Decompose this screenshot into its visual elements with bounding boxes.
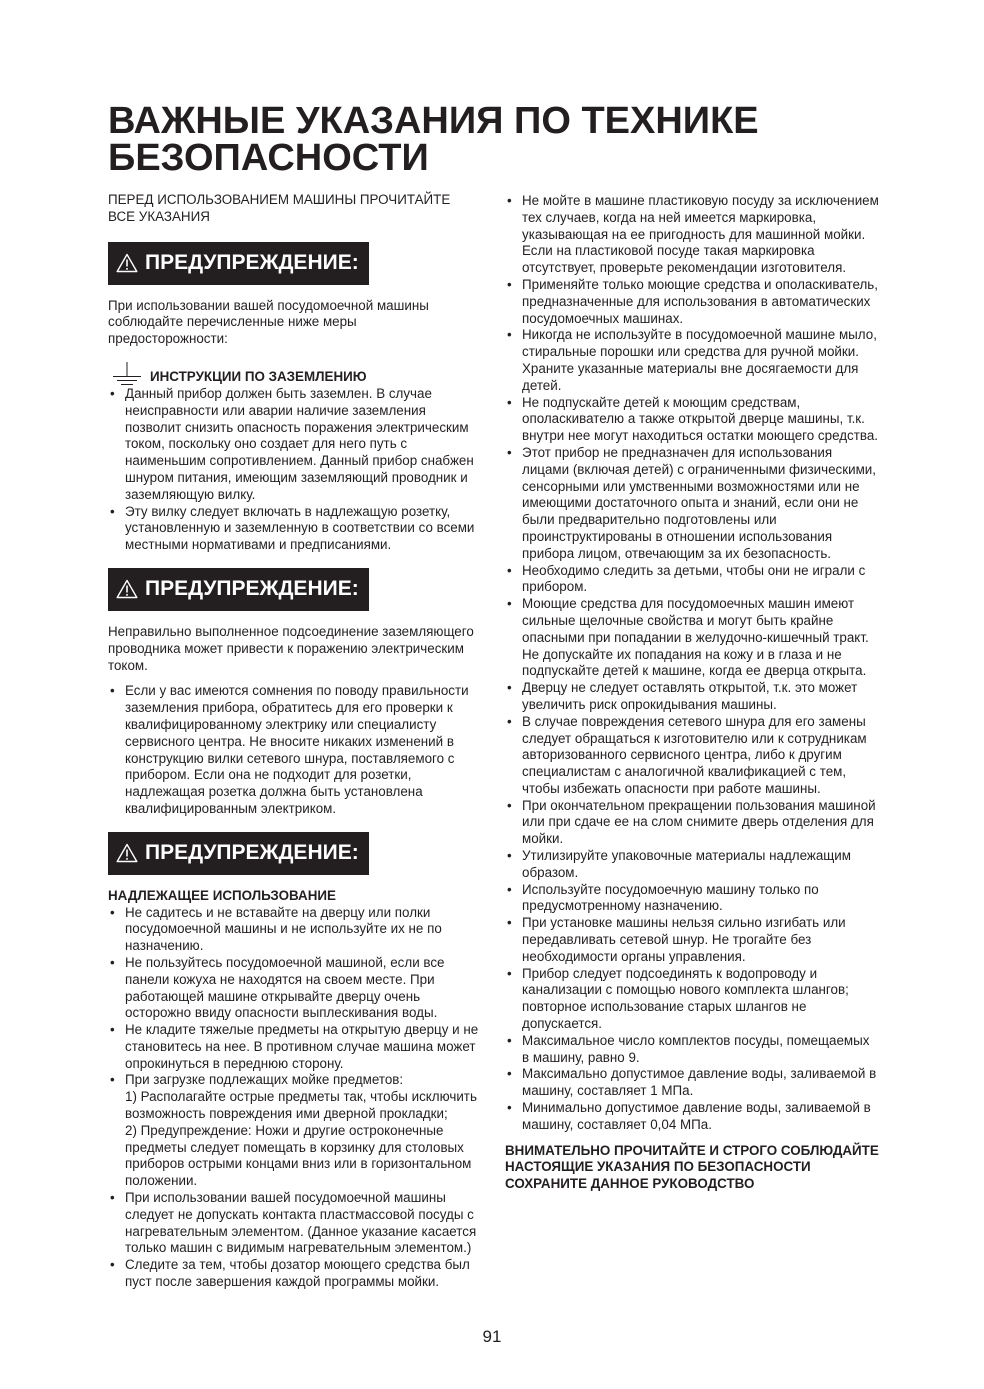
list-item: • Моющие средства для посудомоечных машин имеют сильные щелочные свойства и могут быть крайне опасными при попадании в желудочно-кишечный тракт. Не допускайте их попадания на кожу и в глаза и не подпускайте детей к машине, когда ее дверца открыта. — [505, 596, 880, 680]
list-item: • Если у вас имеются сомнения по поводу правильности заземления прибора, обратитесь для его проверки к квалифицированному электрику или специалисту сервисного центра. Не вносите никаких изменений в конструкцию вилки сетевого шнура, поставляемого с прибором. Если она не подходит для розетки, надлежащая розетка должна быть установлена квалифицированным электриком. — [108, 683, 480, 817]
safety-list — [505, 193, 880, 1134]
warning-label: ПРЕДУПРЕЖДЕНИЕ: — [145, 577, 359, 601]
ground-symbol-icon — [112, 362, 142, 386]
list-item: • Необходимо следить за детьми, чтобы они не играли с прибором. — [505, 563, 880, 597]
page-number: 91 — [482, 1327, 502, 1346]
list-item: • Не мойте в машине пластиковую посуду за исключением тех случаев, когда на ней имеется маркировка, указывающая на ее пригодность для машинной мойки. Если на пластиковой посуде такая маркировка отсутствует, проверьте рекомендации изготовителя. — [505, 193, 880, 277]
loading-sub-item-1: 1) Располагайте острые предметы так, чтобы исключить возможность повреждения ими дверной прокладки; — [125, 1089, 477, 1122]
list-item: • Никогда не используйте в посудомоечной машине мыло, стиральные порошки или средства для ручной мойки. Храните указанные материалы вне досягаемости для детей. — [505, 327, 880, 394]
warning-badge-2 — [108, 568, 369, 611]
list-item: • Максимально допустимое давление воды, заливаемой в машину, составляет 1 МПа. — [505, 1066, 880, 1100]
warning-badge-3 — [108, 832, 369, 875]
proper-use-heading: НАДЛЕЖАЩЕЕ ИСПОЛЬЗОВАНИЕ — [108, 887, 336, 903]
warning-label: ПРЕДУПРЕЖДЕНИЕ: — [145, 250, 359, 274]
warning-triangle-icon — [116, 253, 138, 273]
list-item: • Минимально допустимое давление воды, заливаемой в машину, составляет 0,04 МПа. — [505, 1100, 880, 1134]
list-item: • Применяйте только моющие средства и ополаскиватель, предназначенные для использования в автоматических посудомоечных машинах. — [505, 277, 880, 327]
grounding-heading — [108, 362, 480, 386]
proper-use-list — [108, 905, 480, 1291]
loading-item-text: При загрузке подлежащих мойке предметов: — [125, 1072, 404, 1088]
final-notice: ВНИМАТЕЛЬНО ПРОЧИТАЙТЕ И СТРОГО СОБЛЮДАЙТЕ НАСТОЯЩИЕ УКАЗАНИЯ ПО БЕЗОПАСНОСТИ СОХРАНИТЕ ДАННОЕ РУКОВОДСТВО — [505, 1142, 879, 1192]
grounding-list — [108, 386, 480, 554]
list-item: • Дверцу не следует оставлять открытой, т.к. это может увеличить риск опрокидывания машины. — [505, 680, 880, 714]
left-column — [108, 192, 480, 1291]
grounding-heading-text: ИНСТРУКЦИИ ПО ЗАЗЕМЛЕНИЮ — [150, 369, 367, 385]
right-column — [505, 193, 880, 1193]
list-item: • Эту вилку следует включать в надлежащую розетку, установленную и заземленную в соответствии со всеми местными нормативами и предписаниями. — [108, 504, 480, 554]
list-item: • При окончательном прекращении пользования машиной или при сдаче ее на слом снимите дверь отделения для мойки. — [505, 798, 880, 848]
warning2-text: Неправильно выполненное подсоединение заземляющего проводника может привести к поражению электрическим током. — [108, 623, 474, 673]
list-item: • Максимальное число комплектов посуды, помещаемых в машину, равно 9. — [505, 1033, 880, 1067]
list-item — [108, 1072, 480, 1190]
loading-sub-item-2: 2) Предупреждение: Ножи и другие остроконечные предметы следует помещать в корзинку для столовых приборов острыми концами вниз или в горизонтальном положении. — [125, 1122, 472, 1189]
list-item: • При установке машины нельзя сильно изгибать или передавливать сетевой шнур. Не трогайте без необходимости органы управления. — [505, 915, 880, 965]
warning1-text: При использовании вашей посудомоечной машины соблюдайте перечисленные ниже меры предосторожности: — [108, 297, 429, 347]
list-item: • Используйте посудомоечную машину только по предусмотренному назначению. — [505, 882, 880, 916]
list-item: • В случае повреждения сетевого шнура для его замены следует обращаться к изготовителю или к сотрудникам авторизованного сервисного центра, либо к другим специалистам с аналогичной квалификацией с тем, чтобы избежать опасности при работе машины. — [505, 714, 880, 798]
list-item: • Следите за тем, чтобы дозатор моющего средства был пуст после завершения каждой программы мойки. — [108, 1257, 480, 1291]
list-item: • Не подпускайте детей к моющим средствам, ополаскивателю а также открытой дверце машины, т.к. внутри нее могут находиться остатки моющего средства. — [505, 395, 880, 445]
list-item: • Этот прибор не предназначен для использования лицами (включая детей) с ограниченными физическими, сенсорными или умственными возможностями или не имеющими достаточного опыта и знаний, если они не были предварительно подготовлены или проинструктированы в отношении использования прибора лицом, отвечающим за их безопасность. — [505, 445, 880, 563]
list-item: • Не пользуйтесь посудомоечной машиной, если все панели кожуха не находятся на своем месте. При работающей машине открывайте дверцу очень осторожно ввиду опасности выплескивания воды. — [108, 955, 480, 1022]
list-item: • Утилизируйте упаковочные материалы надлежащим образом. — [505, 848, 880, 882]
list-item: • Не кладите тяжелые предметы на открытую дверцу и не становитесь на нее. В противном случае машина может опрокинуться в переднюю сторону. — [108, 1022, 480, 1072]
intro-text: ПЕРЕД ИСПОЛЬЗОВАНИЕМ МАШИНЫ ПРОЧИТАЙТЕ ВСЕ УКАЗАНИЯ — [108, 192, 451, 224]
warning-badge-1 — [108, 242, 369, 285]
warning-label: ПРЕДУПРЕЖДЕНИЕ: — [145, 840, 359, 864]
warning-triangle-icon — [116, 843, 138, 863]
list-item: • Не садитесь и не вставайте на дверцу или полки посудомоечной машины и не используйте их не по назначению. — [108, 905, 480, 955]
list-item: • При использовании вашей посудомоечной машины следует не допускать контакта пластмассовой посуды с нагревательным элементом. (Данное указание касается только машин с видимым нагревательным элементом.) — [108, 1190, 480, 1257]
list-item: • Прибор следует подсоединять к водопроводу и канализации с помощью нового комплекта шлангов; повторное использование старых шлангов не допускается. — [505, 966, 880, 1033]
list-item: • Данный прибор должен быть заземлен. В случае неисправности или аварии наличие заземления позволит снизить опасность поражения электрическим током, поскольку оно создает для него путь с наименьшим сопротивлением. Данный прибор снабжен шнуром питания, имеющим заземляющий проводник и заземляющую вилку. — [108, 386, 480, 504]
page-title: ВАЖНЫЕ УКАЗАНИЯ ПО ТЕХНИКЕ БЕЗОПАСНОСТИ — [108, 100, 759, 179]
warning2-list — [108, 683, 480, 817]
warning-triangle-icon — [116, 579, 138, 599]
